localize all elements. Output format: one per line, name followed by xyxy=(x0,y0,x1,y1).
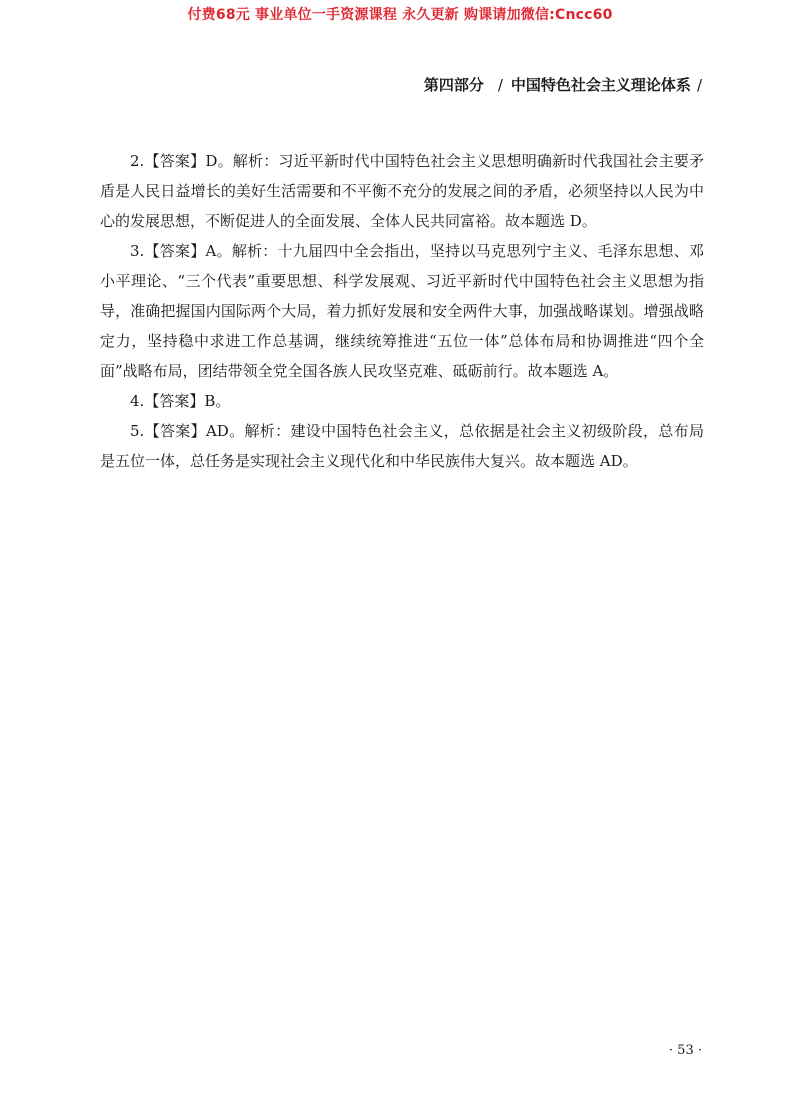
header-separator-end: / xyxy=(696,76,702,94)
header-part: 第四部分 xyxy=(423,76,484,94)
answer-number: 4. xyxy=(130,392,145,410)
answer-item-5 xyxy=(100,416,704,476)
watermark-banner: 付费68元 事业单位一手资源课程 永久更新 购课请加微信:Cncc60 xyxy=(187,7,613,23)
answer-list xyxy=(100,146,704,476)
answer-number: 5. xyxy=(130,422,145,440)
answer-number: 2. xyxy=(130,152,145,170)
answer-item-4 xyxy=(100,386,704,416)
answer-text: D。解析：习近平新时代中国特色社会主义思想明确新时代我国社会主要矛盾是人民日益增长的美好生活需要和不平衡不充分的发展之间的矛盾，必须坚持以人民为中心的发展思想，不断促进人的全面发展、全体人民共同富裕。故本题选 D。 xyxy=(100,152,704,230)
answer-item-3 xyxy=(100,236,704,386)
answer-text: AD。解析：建设中国特色社会主义，总依据是社会主义初级阶段，总布局是五位一体，总任务是实现社会主义现代化和中华民族伟大复兴。故本题选 AD。 xyxy=(100,422,704,470)
answer-text: B。 xyxy=(204,392,231,410)
answer-item-2 xyxy=(100,146,704,236)
answer-label: 【答案】 xyxy=(144,422,206,440)
answer-number: 3. xyxy=(130,242,145,260)
header-separator: / xyxy=(497,76,503,94)
running-header xyxy=(424,74,702,95)
answer-label: 【答案】 xyxy=(144,392,205,410)
header-section: 中国特色社会主义理论体系 xyxy=(510,76,691,94)
answer-label: 【答案】 xyxy=(144,152,206,170)
answer-label: 【答案】 xyxy=(144,242,206,260)
answer-text: A。解析：十九届四中全会指出，坚持以马克思列宁主义、毛泽东思想、邓小平理论、“三个代表”重要思想、科学发展观、习近平新时代中国特色社会主义思想为指导，准确把握国内国际两个大局，着力抓好发展和安全两件大事，加强战略谋划。增强战略定力，坚持稳中求进工作总基调，继续统筹推进“五位一体”总体布局和协调推进“四个全面”战略布局，团结带领全党全国各族人民攻坚克难、砥砺前行。故本题选 A。 xyxy=(100,242,704,380)
page-number: · 53 · xyxy=(668,1043,702,1058)
